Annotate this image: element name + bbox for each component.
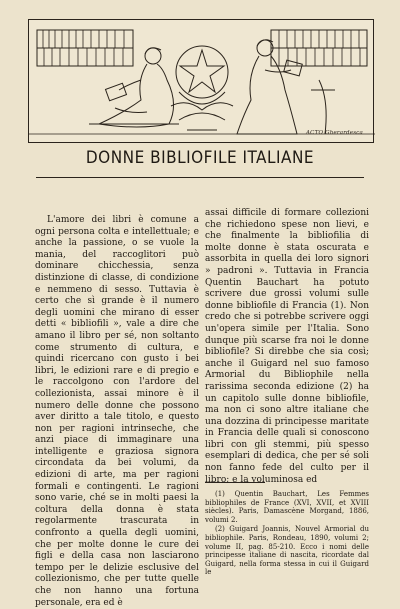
footnotes <box>205 490 369 578</box>
left-reading-figure <box>89 48 179 127</box>
left-column-text: L'amore dei libri è comune a ogni persona colta e intellettuale; e anche la passione, o se vuole la mania, del raccoglitori può dominare chicchessia, senza distinzione di classe, di condizione e nemmeno di sesso. Tuttavia è certo che sì grande è il numero degli uomini che mirano di esser detti « bibliofili », vale a dire che amano il libro per sé, non soltanto come strumento di cultura, e quindi ricercano con gusto i bei libri, le edizioni rare e di pregio e le raccolgono con l'ardore del collezionista, assai minore è il numero delle donne che possono aver diritto a tale titolo, e questo non per ragioni intrinseche, che anzi piace di immaginare una intelligente e graziosa signora circondata da bei volumi, da edizioni di arte, ma per ragioni formali e contingenti. Le ragioni sono varie, ché se in molti paesi la coltura della donna è stata regolarmente trascurata in confronto a quella degli uomini, che per molte donne le cure dei figli e della casa non lasciarono tempo per le delizie esclusive del collezionismo, che per tutte quelle che non hanno una fortuna personale, era ed è <box>35 215 199 608</box>
right-column-text: assai difficile di formare collezioni che richiedono spese non lievi, e che finalmente la bibliofilia di molte donne è stata oscurata e assorbita in quella dei loro signori » padroni ». Tuttavia in Francia Quentin Bauchart ha potuto scrivere due grossi volumi sulle donne bibliofile di Francia (1). Non credo che si potrebbe scrivere oggi un'opera simile per l'Italia. Sono dunque più scarse fra noi le donne bibliofile? Si direbbe che sia così; anche il Guigard nel suo famoso Armorial du Bibliophile nella rarissima seconda edizione (2) ha un capitolo sulle donne bibliofile, ma non ci sono altre italiane che una dozzina di principesse maritate in Francia delle quali si conoscono libri con gli stemmi, più spesso esemplari di dedica, che per sé soli non fanno fede del culto per il libro; e la voluminosa ed <box>205 208 369 485</box>
right-reading-figure <box>237 40 335 134</box>
footnote-1: (1) Quentin Bauchart, Les Femmes bibliophiles de France (XVI, XVII, et XVIII siècles). Paris, Damascène Morgand, 1886, volumi 2. <box>205 490 369 524</box>
article-title: DONNE BIBLIOFILE ITALIANE <box>85 148 315 168</box>
star-medallion <box>171 46 233 130</box>
header-illustration <box>28 19 374 143</box>
illustrator-signature: ACTO Gherardesca <box>306 130 363 136</box>
footnote-2: (2) Guigard Joannis, Nouvel Armorial du bibliophile. Paris, Rondeau, 1890, volumi 2; volume II, pag. 85-210. Ecco i nomi delle principesse italiane di nascita, ricordate dal Guigard, nella forma stessa in cui il Guigard le <box>205 525 369 577</box>
footnote-rule <box>205 482 265 483</box>
engraving-scene <box>29 20 375 144</box>
title-rule <box>36 177 364 178</box>
